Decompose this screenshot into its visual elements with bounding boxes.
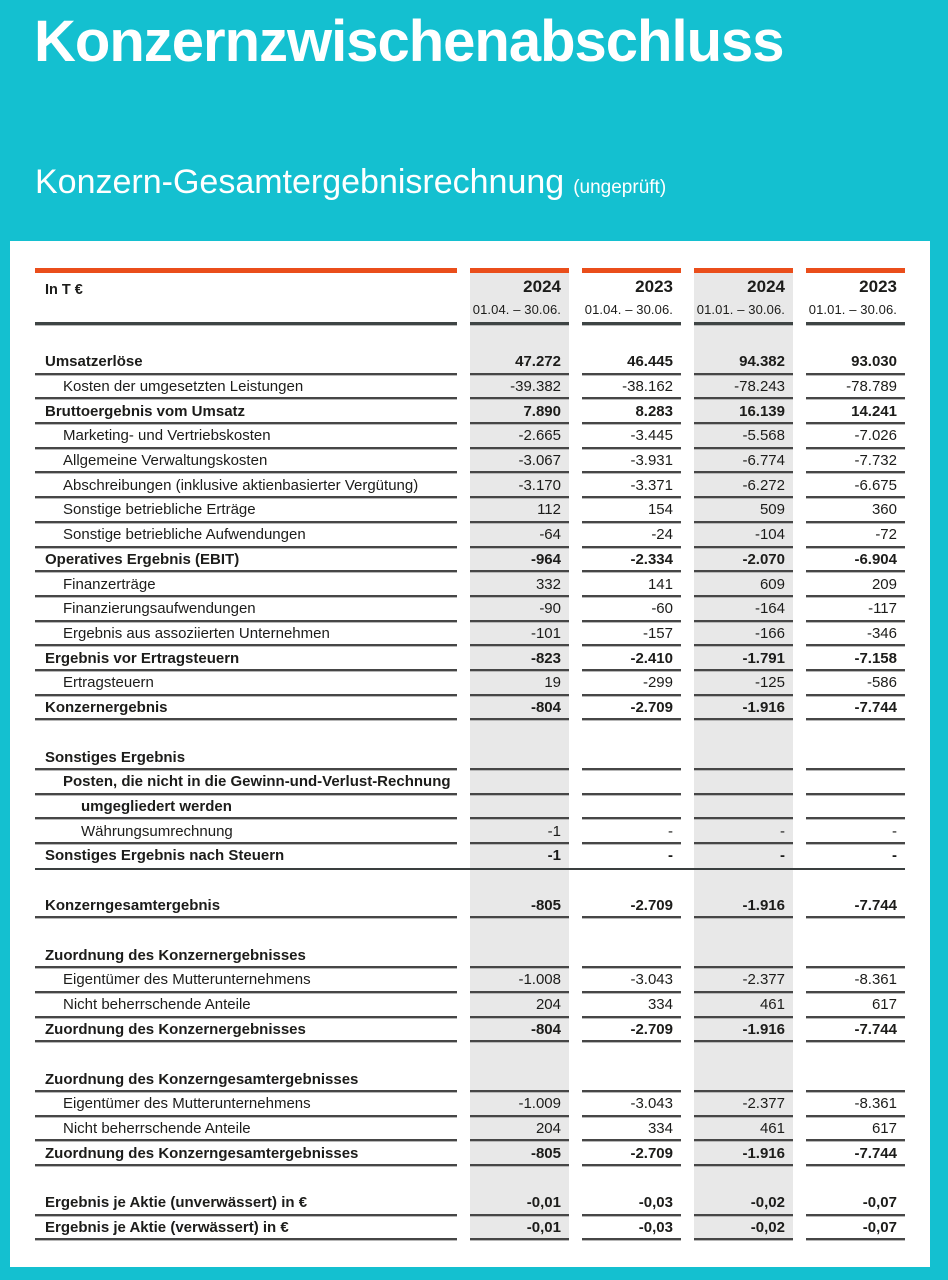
row-label: umgegliedert werden [35,796,457,821]
spacer-cell [806,721,905,746]
cell-value: -24 [582,524,681,549]
cell-value: 209 [806,573,905,598]
cell-value: -3.371 [582,474,681,499]
cell-value: -7.744 [806,1019,905,1044]
spacer-cell [35,1167,457,1192]
row-label: Eigentümer des Mutterunternehmens [35,1093,457,1118]
section-title [35,163,666,202]
cell-value: -164 [694,598,793,623]
cell-value [694,771,793,796]
cell-value [582,771,681,796]
cell-value: -299 [582,672,681,697]
financial-table [35,268,905,1241]
cell-value [806,746,905,771]
row-label: Ergebnis aus assoziierten Unternehmen [35,623,457,648]
column-header [806,268,905,326]
cell-value: -804 [470,697,569,722]
cell-value [582,1068,681,1093]
cell-value: - [582,820,681,845]
cell-value: -805 [470,1142,569,1167]
cell-value [694,746,793,771]
spacer-cell [694,326,793,351]
cell-value: -0,03 [582,1192,681,1217]
cell-value: -1.009 [470,1093,569,1118]
column-header-year: 2024 [747,277,785,296]
cell-value: 8.283 [582,400,681,425]
cell-value: -8.361 [806,969,905,994]
cell-value: -3.043 [582,1093,681,1118]
cell-value: - [806,820,905,845]
cell-value: 509 [694,499,793,524]
row-label: Zuordnung des Konzernergebnisses [35,944,457,969]
column-header [470,268,569,326]
cell-value: -6.272 [694,474,793,499]
cell-value: 7.890 [470,400,569,425]
cell-value: -78.243 [694,376,793,401]
row-label: Ergebnis je Aktie (verwässert) in € [35,1217,457,1242]
cell-value: 334 [582,1118,681,1143]
cell-value: -0,02 [694,1192,793,1217]
statement-card [10,241,930,1267]
row-label: Ergebnis vor Ertragsteuern [35,647,457,672]
cell-value [694,796,793,821]
cell-value: -805 [470,895,569,920]
spacer-cell [582,721,681,746]
unit-label: In T € [35,268,457,326]
spacer-cell [806,326,905,351]
cell-value: -0,01 [470,1217,569,1242]
cell-value: 141 [582,573,681,598]
column-header [694,268,793,326]
cell-value: -157 [582,623,681,648]
cell-value: -1.916 [694,697,793,722]
cell-value: 360 [806,499,905,524]
cell-value: -6.774 [694,450,793,475]
cell-value [470,771,569,796]
spacer-cell [806,1043,905,1068]
cell-value: -5.568 [694,425,793,450]
page-title: Konzernzwischenabschluss [34,9,784,74]
row-label: Zuordnung des Konzerngesamtergebnisses [35,1142,457,1167]
cell-value: 94.382 [694,351,793,376]
cell-value: 332 [470,573,569,598]
cell-value: -2.377 [694,1093,793,1118]
column-header-year: 2023 [635,277,673,296]
cell-value: -1.008 [470,969,569,994]
spacer-cell [35,326,457,351]
row-label: Finanzerträge [35,573,457,598]
cell-value: -0,07 [806,1192,905,1217]
row-label: Ergebnis je Aktie (unverwässert) in € [35,1192,457,1217]
cell-value: 617 [806,1118,905,1143]
column-header-period: 01.04. – 30.06. [472,302,561,317]
cell-value [806,771,905,796]
cell-value: -2.377 [694,969,793,994]
cell-value [470,1068,569,1093]
cell-value [582,944,681,969]
cell-value: -3.170 [470,474,569,499]
cell-value: -964 [470,549,569,574]
cell-value: -104 [694,524,793,549]
row-label: Sonstiges Ergebnis [35,746,457,771]
cell-value: -64 [470,524,569,549]
cell-value: -823 [470,647,569,672]
row-label: Allgemeine Verwaltungskosten [35,450,457,475]
cell-value: 617 [806,994,905,1019]
row-label: Nicht beherrschende Anteile [35,994,457,1019]
cell-value: -125 [694,672,793,697]
row-label: Bruttoergebnis vom Umsatz [35,400,457,425]
spacer-cell [806,1167,905,1192]
spacer-cell [694,721,793,746]
cell-value: 461 [694,1118,793,1143]
spacer-cell [694,919,793,944]
spacer-cell [35,919,457,944]
cell-value: -8.361 [806,1093,905,1118]
cell-value: -90 [470,598,569,623]
cell-value: - [892,846,897,864]
cell-value: -0,02 [694,1217,793,1242]
cell-value: -60 [582,598,681,623]
cell-value: 204 [470,1118,569,1143]
spacer-cell [470,1167,569,1192]
row-label: Operatives Ergebnis (EBIT) [35,549,457,574]
cell-value: 112 [470,499,569,524]
spacer-cell [470,870,569,895]
spacer-cell [694,1167,793,1192]
cell-value: -7.158 [806,647,905,672]
cell-value: -1 [470,820,569,845]
cell-value [470,944,569,969]
row-label: Zuordnung des Konzerngesamtergebnisses [35,1068,457,1093]
cell-value [806,1068,905,1093]
cell-value: -2.709 [582,1019,681,1044]
cell-value [582,746,681,771]
cell-value: 204 [470,994,569,1019]
row-label: Eigentümer des Mutterunternehmens [35,969,457,994]
cell-value: -2.709 [582,1142,681,1167]
cell-value: -101 [470,623,569,648]
cell-value: -1.916 [694,895,793,920]
cell-value: -6.904 [806,549,905,574]
spacer-cell [470,1043,569,1068]
spacer-cell [470,919,569,944]
spacer-cell [694,870,793,895]
spacer-cell [806,870,905,895]
spacer-cell [35,1043,457,1068]
cell-value: 154 [582,499,681,524]
row-label: Sonstige betriebliche Aufwendungen [35,524,457,549]
cell-value: -0,03 [582,1217,681,1242]
cell-value [470,746,569,771]
cell-value: -117 [806,598,905,623]
cell-value [470,796,569,821]
row-label: Konzerngesamtergebnis [35,895,457,920]
row-label: Sonstiges Ergebnis nach Steuern [45,846,285,864]
spacer-cell [694,1043,793,1068]
cell-value: 334 [582,994,681,1019]
cell-value: 19 [470,672,569,697]
cell-value: -3.043 [582,969,681,994]
cell-value: -0,01 [470,1192,569,1217]
cell-value [582,796,681,821]
spacer-cell [35,870,457,895]
cell-value: - [694,820,793,845]
cell-value: 16.139 [694,400,793,425]
cell-value: -3.931 [582,450,681,475]
cell-value: 609 [694,573,793,598]
cell-value: -2.070 [694,549,793,574]
column-header-period: 01.01. – 30.06. [808,302,897,317]
cell-value: -7.744 [806,895,905,920]
audit-note: (ungeprüft) [573,177,667,198]
cell-value [806,796,905,821]
row-label: Umsatzerlöse [35,351,457,376]
row-label: Konzernergebnis [35,697,457,722]
spacer-cell [582,1167,681,1192]
cell-value: - [694,845,793,868]
cell-value: -2.709 [582,895,681,920]
cell-value: - [668,846,673,864]
cell-value: -0,07 [806,1217,905,1242]
cell-value: -7.744 [806,1142,905,1167]
spacer-cell [35,721,457,746]
spacer-cell [582,1043,681,1068]
row-label: Nicht beherrschende Anteile [35,1118,457,1143]
cell-value: -804 [470,1019,569,1044]
cell-value: -7.732 [806,450,905,475]
cell-value: -2.709 [582,697,681,722]
row-label: Sonstige betriebliche Erträge [35,499,457,524]
cell-value [694,1068,793,1093]
row-label: Abschreibungen (inklusive aktienbasierter Vergütung) [35,474,457,499]
column-header-year: 2023 [859,277,897,296]
cell-value: -2.410 [582,647,681,672]
cell-value: -38.162 [582,376,681,401]
cell-value: -7.744 [806,697,905,722]
cell-value: 461 [694,994,793,1019]
cell-value: 93.030 [806,351,905,376]
cell-value: -2.334 [582,549,681,574]
cell-value: -1.916 [694,1142,793,1167]
cell-value [694,944,793,969]
cell-value: -78.789 [806,376,905,401]
column-header-period: 01.01. – 30.06. [696,302,785,317]
cell-value: -1.916 [694,1019,793,1044]
spacer-cell [582,919,681,944]
row-label: Marketing- und Vertriebskosten [35,425,457,450]
spacer-cell [470,721,569,746]
cell-value: -7.026 [806,425,905,450]
column-header-period: 01.04. – 30.06. [584,302,673,317]
spacer-cell [470,326,569,351]
column-header [582,268,681,326]
cell-value: -586 [806,672,905,697]
cell-value: -3.067 [470,450,569,475]
cell-value: 46.445 [582,351,681,376]
cell-value: -6.675 [806,474,905,499]
spacer-cell [582,326,681,351]
cell-value: -2.665 [470,425,569,450]
cell-value: -1 [470,845,569,868]
section-title-text: Konzern-Gesamtergebnisrechnung [35,163,565,201]
column-header-year: 2024 [523,277,561,296]
cell-value: -39.382 [470,376,569,401]
spacer-cell [806,919,905,944]
cell-value: -3.445 [582,425,681,450]
row-label: Zuordnung des Konzernergebnisses [35,1019,457,1044]
cell-value: -72 [806,524,905,549]
row-label: Finanzierungsaufwendungen [35,598,457,623]
cell-value: 47.272 [470,351,569,376]
row-label: Kosten der umgesetzten Leistungen [35,376,457,401]
cell-value: -166 [694,623,793,648]
cell-value: 14.241 [806,400,905,425]
row-label: Posten, die nicht in die Gewinn-und-Verlust-Rechnung [35,771,457,796]
cell-value [806,944,905,969]
row-label: Ertragsteuern [35,672,457,697]
spacer-cell [582,870,681,895]
cell-value: -346 [806,623,905,648]
cell-value: -1.791 [694,647,793,672]
row-label: Währungsumrechnung [35,820,457,845]
